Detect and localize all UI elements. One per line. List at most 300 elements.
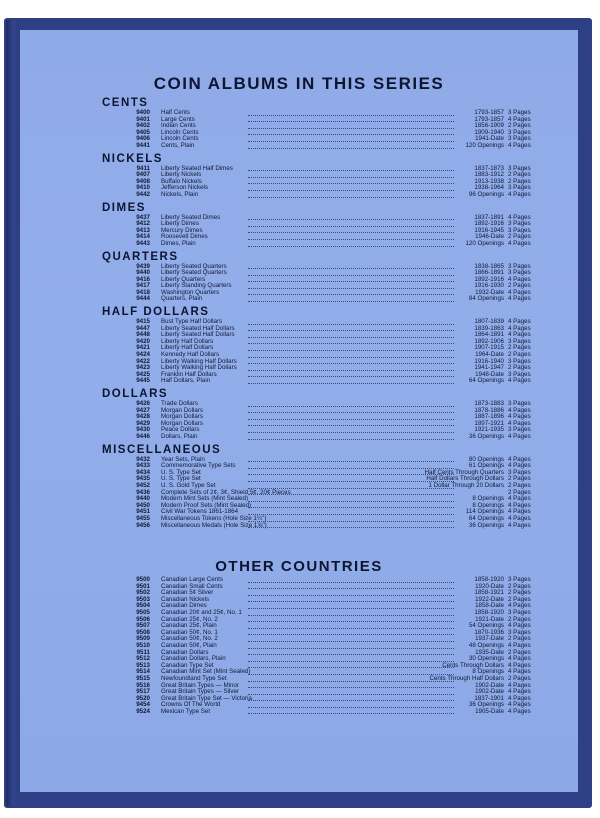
album-range: 8 Openings [472, 495, 504, 503]
album-number: 9515 [136, 674, 150, 682]
album-pages: 2 Pages [508, 475, 531, 483]
album-name: Lincoln Cents [161, 135, 199, 143]
album-number: 9514 [136, 668, 150, 676]
album-range: 1837-1891 [474, 213, 504, 221]
album-range: 1916-1945 [474, 226, 504, 234]
page-title: COIN ALBUMS IN THIS SERIES [153, 74, 445, 93]
album-pages: 4 Pages [508, 318, 531, 326]
album-number: 9405 [136, 128, 150, 136]
album-row [98, 296, 550, 303]
dot-leader [248, 634, 454, 635]
album-number: 9506 [136, 615, 150, 623]
album-number: 9433 [136, 462, 150, 470]
album-range: 1916-1930 [474, 282, 504, 290]
album-pages: 4 Pages [508, 432, 531, 440]
album-number: 9500 [136, 576, 150, 583]
album-range: 1938-1964 [474, 184, 504, 192]
album-range: 1964-Date [475, 351, 504, 359]
album-number: 9428 [136, 413, 150, 421]
album-row [98, 378, 550, 385]
album-range: 1858-1920 [474, 576, 504, 583]
album-name: Canadian Small Cents [161, 582, 223, 590]
dot-leader [248, 170, 454, 171]
album-name: Canadian 25¢, No. 2 [161, 615, 218, 623]
album-range: 80 Openings [468, 455, 504, 463]
album-range: 54 Openings [468, 622, 504, 630]
album-name: Canadian Mint Set (Mint Sealed) [161, 668, 251, 676]
dot-leader [248, 661, 454, 662]
album-number: 9408 [136, 177, 150, 185]
dot-leader [248, 461, 454, 462]
album-number: 9422 [136, 357, 150, 365]
album-range: 1878-1886 [474, 406, 504, 414]
dot-leader [248, 190, 454, 191]
dot-leader [248, 628, 454, 629]
album-pages: 4 Pages [508, 324, 531, 332]
dot-leader [248, 275, 454, 276]
album-number: 9448 [136, 331, 150, 339]
dot-leader [248, 595, 454, 596]
album-number: 9443 [136, 239, 150, 247]
album-number: 9425 [136, 370, 150, 378]
album-number: 9451 [136, 508, 150, 516]
album-name: Newfoundland Type Set [161, 674, 227, 682]
album-name: Jefferson Nickels [161, 184, 208, 192]
album-range: Cents Through Half Dollars [429, 674, 504, 682]
album-name: Liberty Dimes [161, 220, 199, 228]
album-range: 1909-1940 [474, 128, 504, 136]
album-range: Cents Through Dollars [442, 661, 504, 669]
dot-leader [248, 621, 454, 622]
album-range: 64 Openings [468, 377, 504, 385]
album-pages: 3 Pages [508, 135, 531, 143]
album-pages: 4 Pages [508, 462, 531, 470]
album-range: 1921-1935 [474, 426, 504, 434]
album-number: 9517 [136, 688, 150, 696]
dot-leader [248, 121, 454, 122]
album-name: Kennedy Half Dollars [161, 351, 220, 359]
album-range: 1913-1938 [474, 177, 504, 185]
album-name: Liberty Seated Quarters [161, 269, 227, 277]
album-name: Great Britain Type Set — Victoria [161, 694, 252, 702]
album-range: 1866-1891 [474, 269, 504, 277]
album-pages: 2 Pages [508, 488, 531, 496]
dot-leader [248, 439, 454, 440]
album-pages: 4 Pages [508, 681, 531, 689]
album-pages: 3 Pages [508, 164, 531, 172]
album-name: Cents, Plain [161, 141, 195, 149]
album-number: 9520 [136, 694, 150, 702]
section-heading: MISCELLANEOUS [102, 443, 222, 456]
album-pages: 2 Pages [508, 177, 531, 185]
album-range: 1905-Date [475, 707, 504, 715]
album-name: Canadian 50¢, No. 2 [161, 635, 218, 643]
album-name: Civil War Tokens 1861-1864 [161, 508, 239, 516]
album-name: Miscellaneous Tokens (Hole Size 1¼") [161, 514, 267, 522]
album-range: 1941-Date [475, 135, 504, 143]
album-range: 1897-1921 [474, 419, 504, 427]
album-pages: 3 Pages [508, 109, 531, 116]
album-range: 120 Openings [465, 239, 504, 247]
album-pages: 4 Pages [508, 331, 531, 339]
album-range: 36 Openings [468, 521, 504, 529]
album-name: Half Dollars, Plain [161, 377, 211, 385]
album-name: Nickels, Plain [161, 190, 199, 198]
album-pages: 3 Pages [508, 262, 531, 270]
album-number: 9440 [136, 495, 150, 503]
album-name: Liberty Walking Half Dollars [161, 364, 237, 372]
album-name: Canadian 50¢, Plain [161, 641, 217, 649]
section-heading: NICKELS [102, 152, 163, 165]
album-name: Quarters, Plain [161, 295, 203, 303]
album-name: Dollars, Plain [161, 432, 198, 440]
album-range: 30 Openings [468, 655, 504, 663]
album-name: Roosevelt Dimes [161, 233, 208, 241]
dot-leader [248, 141, 454, 142]
album-name: Modern Proof Sets (Mint Sealed) [161, 501, 252, 509]
album-number: 9507 [136, 622, 150, 630]
dot-leader [248, 501, 454, 502]
album-name: Buffalo Nickels [161, 177, 202, 185]
album-number: 9402 [136, 122, 150, 130]
album-pages: 4 Pages [508, 694, 531, 702]
album-number: 9504 [136, 602, 150, 610]
album-name: Great Britain Types — Minor [161, 681, 239, 689]
album-name: Canadian Dollars [161, 648, 209, 656]
album-number: 9442 [136, 190, 150, 198]
album-name: U. S. Type Set [161, 468, 201, 476]
dot-leader [248, 700, 454, 701]
album-name: Peace Dollars [161, 426, 200, 434]
album-pages: 4 Pages [508, 521, 531, 529]
album-range: 36 Openings [468, 432, 504, 440]
dot-leader [248, 370, 454, 371]
dot-leader [248, 350, 454, 351]
album-range: 1922-Date [475, 595, 504, 603]
album-pages: 4 Pages [508, 622, 531, 630]
album-name: Liberty Seated Half Dollars [161, 331, 235, 339]
album-number: 9444 [136, 295, 150, 303]
album-number: 9418 [136, 288, 150, 296]
album-range: 1937-Date [475, 635, 504, 643]
album-range: 1839-1863 [474, 324, 504, 332]
album-row [98, 434, 550, 441]
album-range: 1887-1896 [474, 413, 504, 421]
album-range: 1946-Date [475, 233, 504, 241]
album-name: Liberty Seated Half Dollars [161, 324, 235, 332]
album-row [98, 523, 550, 530]
dot-leader [248, 694, 454, 695]
album-number: 9440 [136, 269, 150, 277]
album-range: Half Dollars Through Dollars [426, 475, 504, 483]
album-pages: 4 Pages [508, 455, 531, 463]
dot-leader [248, 713, 454, 714]
album-range: 8 Openings [472, 501, 504, 509]
album-pages: 4 Pages [508, 377, 531, 385]
album-pages: 2 Pages [508, 615, 531, 623]
album-range: 36 Openings [468, 701, 504, 709]
album-range: 1941-1947 [474, 364, 504, 372]
album-range: 1870-1936 [474, 628, 504, 636]
album-number: 9417 [136, 282, 150, 290]
album-range: 61 Openings [468, 462, 504, 470]
album-range: 1858-1920 [474, 608, 504, 616]
dot-leader [248, 641, 454, 642]
album-pages: 4 Pages [508, 701, 531, 709]
album-name: Canadian Dollars, Plain [161, 655, 226, 663]
album-pages: 4 Pages [508, 514, 531, 522]
album-number: 9445 [136, 377, 150, 385]
album-name: Liberty Standing Quarters [161, 282, 232, 290]
dot-leader [248, 115, 454, 116]
album-name: U. S. Type Set [161, 475, 201, 483]
album-number: 9416 [136, 275, 150, 283]
album-range: 1807-1839 [474, 318, 504, 326]
album-range: Half Cents Through Quarters [424, 468, 504, 476]
album-range: 8 Openings [472, 668, 504, 676]
album-pages: 4 Pages [508, 501, 531, 509]
album-name: Liberty Half Dollars [161, 344, 214, 352]
dot-leader [248, 134, 454, 135]
album-pages: 4 Pages [508, 661, 531, 669]
album-pages: 3 Pages [508, 357, 531, 365]
dot-leader [248, 648, 454, 649]
album-pages: 3 Pages [508, 184, 531, 192]
album-pages: 4 Pages [508, 602, 531, 610]
album-pages: 3 Pages [508, 608, 531, 616]
dot-leader [248, 383, 454, 384]
album-pages: 4 Pages [508, 688, 531, 696]
album-number: 9434 [136, 468, 150, 476]
section-heading: DOLLARS [102, 388, 169, 400]
album-name: Morgan Dollars [161, 406, 203, 414]
dot-leader [248, 406, 454, 407]
us-series-list [98, 96, 550, 531]
album-pages: 2 Pages [508, 674, 531, 682]
album-range: 1902-Date [475, 688, 504, 696]
album-name: Indian Cents [161, 122, 196, 130]
album-name: Complete Sets of 2¢, 3¢, Shield 5¢, 20¢ Pieces [161, 488, 291, 496]
album-pages: 3 Pages [508, 468, 531, 476]
album-range: 1793-1857 [474, 109, 504, 116]
album-number: 9524 [136, 707, 150, 715]
dot-leader [248, 219, 454, 220]
album-pages: 4 Pages [508, 213, 531, 221]
album-pages: 4 Pages [508, 295, 531, 303]
album-range: 1935-Date [475, 648, 504, 656]
dot-leader [248, 425, 454, 426]
album-pages: 4 Pages [508, 419, 531, 427]
dot-leader [248, 419, 454, 420]
album-range: 1920-Date [475, 582, 504, 590]
album-name: Modern Mint Sets (Mint Sealed) [161, 495, 249, 503]
album-pages: 4 Pages [508, 141, 531, 149]
album-name: Liberty Half Dollars [161, 337, 214, 345]
dot-leader [248, 324, 454, 325]
album-number: 9411 [136, 164, 150, 172]
album-pages: 4 Pages [508, 406, 531, 414]
dot-leader [248, 128, 454, 129]
album-number: 9427 [136, 406, 150, 414]
album-range: 1837-1873 [474, 164, 504, 172]
album-range: 1873-1883 [474, 400, 504, 407]
album-number: 9447 [136, 324, 150, 332]
album-pages: 4 Pages [508, 275, 531, 283]
album-number: 9436 [136, 488, 150, 496]
dot-leader [248, 246, 454, 247]
album-number: 9432 [136, 455, 150, 463]
dot-leader [248, 481, 454, 482]
album-name: Liberty Seated Dimes [161, 213, 221, 221]
album-name: Canadian Dimes [161, 602, 207, 610]
album-name: Canadian Nickels [161, 595, 210, 603]
album-pages: 4 Pages [508, 508, 531, 516]
album-range: 1858-Date [475, 602, 504, 610]
album-range: 1858-1921 [474, 589, 504, 597]
dot-leader [248, 707, 454, 708]
album-pages: 4 Pages [508, 239, 531, 247]
dot-leader [248, 674, 454, 675]
album-name: Large Cents [161, 115, 195, 123]
dot-leader [248, 294, 454, 295]
album-number: 9503 [136, 595, 150, 603]
album-name: Morgan Dollars [161, 419, 203, 427]
album-range: 96 Openings [468, 190, 504, 198]
dot-leader [248, 337, 454, 338]
album-name: Franklin Half Dollars [161, 370, 217, 378]
album-row [98, 241, 550, 248]
album-number: 9501 [136, 582, 150, 590]
dot-leader [248, 281, 454, 282]
album-number: 9450 [136, 501, 150, 509]
section-heading: DIMES [102, 201, 146, 214]
album-number: 9510 [136, 641, 150, 649]
album-name: Mercury Dimes [161, 226, 203, 234]
dot-leader [248, 197, 454, 198]
album-row [98, 192, 550, 199]
album-row [98, 143, 550, 150]
album-number: 9511 [136, 648, 150, 656]
album-name: Morgan Dollars [161, 413, 203, 421]
album-range: 1907-1915 [474, 344, 504, 352]
album-name: Crowns Of The World [161, 701, 221, 709]
album-range: 1902-Date [475, 681, 504, 689]
album-number: 9423 [136, 364, 150, 372]
album-pages: 4 Pages [508, 641, 531, 649]
album-number: 9420 [136, 337, 150, 345]
dot-leader [248, 608, 454, 609]
album-pages: 2 Pages [508, 595, 531, 603]
dot-leader [248, 615, 454, 616]
album-range: 1793-1857 [474, 115, 504, 123]
album-pages: 3 Pages [508, 220, 531, 228]
album-range: 114 Openings [465, 508, 504, 516]
album-number: 9401 [136, 115, 150, 123]
album-pages: 2 Pages [508, 589, 531, 597]
album-number: 9435 [136, 475, 150, 483]
dot-leader [248, 288, 454, 289]
album-pages: 3 Pages [508, 426, 531, 434]
album-range: 84 Openings [468, 295, 504, 303]
dot-leader [248, 507, 454, 508]
album-range: 120 Openings [465, 141, 504, 149]
album-number: 9502 [136, 589, 150, 597]
dot-leader [248, 474, 454, 475]
album-name: Liberty Nickels [161, 171, 202, 179]
album-pages: 2 Pages [508, 344, 531, 352]
album-pages: 4 Pages [508, 668, 531, 676]
album-number: 9400 [136, 109, 150, 116]
album-pages: 2 Pages [508, 582, 531, 590]
album-range: 1932-Date [475, 288, 504, 296]
album-pages: 4 Pages [508, 115, 531, 123]
dot-leader [248, 527, 454, 528]
album-range: 1864-1891 [474, 331, 504, 339]
inside-cover-page [20, 30, 578, 792]
album-name: Liberty Seated Quarters [161, 262, 227, 270]
album-name: Liberty Quarters [161, 275, 206, 283]
album-number: 9437 [136, 213, 150, 221]
album-name: Dimes, Plain [161, 239, 196, 247]
album-number: 9455 [136, 514, 150, 522]
dot-leader [248, 582, 454, 583]
album-number: 9505 [136, 608, 150, 616]
album-pages: 3 Pages [508, 128, 531, 136]
album-name: Canadian 25¢, Plain [161, 622, 217, 630]
album-number: 9513 [136, 661, 150, 669]
dot-leader [248, 363, 454, 364]
album-name: Half Cents [161, 109, 190, 116]
dot-leader [248, 432, 454, 433]
album-pages: 4 Pages [508, 707, 531, 715]
section-heading: HALF DOLLARS [102, 306, 210, 319]
album-pages: 2 Pages [508, 481, 531, 489]
other-countries-title: OTHER COUNTRIES [215, 558, 383, 575]
dot-leader [248, 183, 454, 184]
album-number: 9424 [136, 351, 150, 359]
dot-leader [248, 177, 454, 178]
album-number: 9439 [136, 262, 150, 270]
album-number: 9446 [136, 432, 150, 440]
album-pages: 2 Pages [508, 351, 531, 359]
album-range: 1916-1940 [474, 357, 504, 365]
album-name: Washington Quarters [161, 288, 220, 296]
dot-leader [248, 601, 454, 602]
album-spine [6, 20, 18, 806]
album-name: Canadian Type Set [161, 661, 214, 669]
album-range: 1 Dollar Through 20 Dollars [428, 481, 504, 489]
dot-leader [248, 239, 454, 240]
album-name: Trade Dollars [161, 400, 198, 407]
album-name: Liberty Walking Half Dollars [161, 357, 237, 365]
album-name: Canadian 50¢, No. 1 [161, 628, 218, 636]
album-pages: 2 Pages [508, 364, 531, 372]
dot-leader [248, 412, 454, 413]
album-range: 1892-1916 [474, 275, 504, 283]
album-pages: 2 Pages [508, 122, 531, 130]
album-number: 9407 [136, 171, 150, 179]
dot-leader [248, 268, 454, 269]
album-pages: 4 Pages [508, 190, 531, 198]
album-number: 9406 [136, 135, 150, 143]
dot-leader [248, 148, 454, 149]
dot-leader [248, 301, 454, 302]
album-range: 1892-1906 [474, 337, 504, 345]
dot-leader [248, 330, 454, 331]
album-pages: 3 Pages [508, 370, 531, 378]
dot-leader [248, 468, 454, 469]
album-name: Commemorative Type Sets [161, 462, 236, 470]
